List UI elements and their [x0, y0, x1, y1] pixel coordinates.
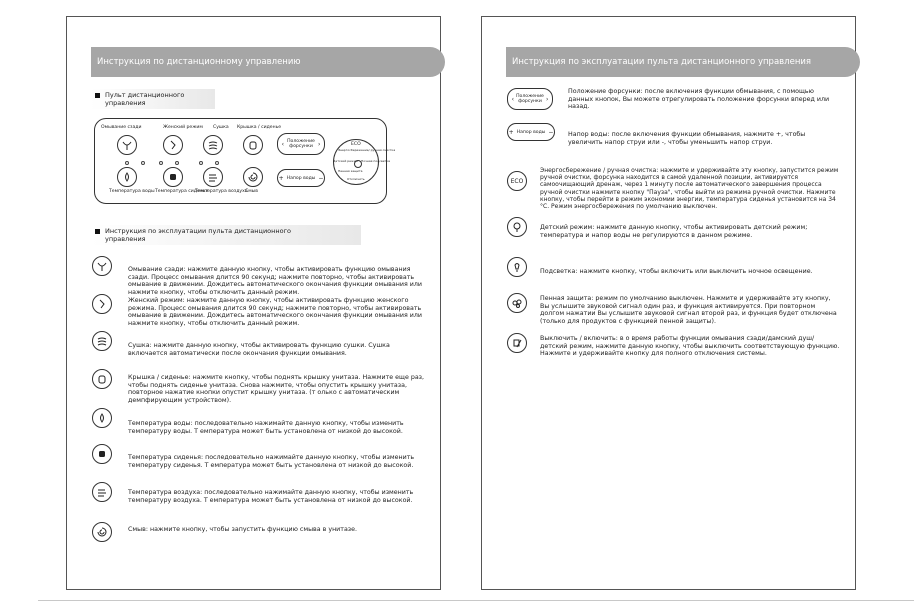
ring-off-label[interactable]: Отключить [347, 177, 365, 181]
plus-icon: + [508, 128, 514, 136]
flush-desc: Смыв: нажмите кнопку, чтобы запустить функцию смыва в унитазе. [128, 526, 358, 533]
indicator-dot [175, 161, 179, 165]
lid-seat-desc: Крышка / сиденье: нажмите кнопку, чтобы поднять крышку унитаза. Нажмите еще раз, чтобы поднять сиденье унитаза. Снова нажмите, чтобы опустить крышку унитаза, повторное нажатие кнопки опустит крышку унитаза. (т олько с автоматическим демпфирующим устройством). [128, 374, 425, 404]
water-pressure-icon [507, 123, 555, 141]
night-light-desc: Подсветка: нажмите кнопку, чтобы включить или выключить ночное освещение. [540, 268, 813, 275]
dry-desc: Сушка: нажмите данную кнопку, чтобы активировать функцию сушки. Сушка включается автоматически после окончания функции омывания. [128, 342, 390, 357]
indicator-dot [199, 161, 203, 165]
water-pressure-icon-label: Напор воды [516, 129, 546, 135]
air-temp-icon [207, 171, 219, 183]
indicator-dot [215, 161, 219, 165]
seat-temp-button[interactable] [163, 167, 183, 187]
air-temp-desc: Температура воздуха: последовательно нажимайте данную кнопку, чтобы изменить температуру воздуха. Т емпература может быть установлена от низкой до высокой. [128, 489, 414, 504]
chevron-left-icon: ‹ [281, 140, 284, 148]
night-light-icon [507, 257, 527, 277]
eco-icon [507, 171, 527, 191]
minus-icon: − [548, 128, 554, 136]
air-temp-button[interactable] [203, 167, 223, 187]
bullet-square-icon [95, 93, 100, 98]
label-dry: Сушка [213, 125, 229, 130]
seat-temp-icon [167, 171, 179, 183]
water-pressure-desc: Напор воды: после включения функции обмывания, нажмите +, чтобы увеличить напор струи или -, чтобы уменьшить напор струи. [568, 131, 806, 146]
ring-light-label[interactable]: Ночная подсветка [361, 159, 390, 163]
page-title: Инструкция по дистанционному управлению [91, 47, 445, 77]
ring-center-icon [354, 160, 362, 168]
child-mode-desc: Детский режим: нажмите данную кнопку, чтобы активировать детский режим; температура и напор воды не регулируются в данном режиме. [540, 224, 808, 239]
female-wash-button[interactable] [163, 135, 183, 155]
operation-section-heading [91, 225, 361, 245]
flush-icon [92, 522, 112, 542]
nozzle-position-desc: Положение форсунки: после включения функции обмывания, с помощью данных кнопок, Вы можете отрегулировать положение форсунки вперед или назад. [568, 88, 830, 111]
seat-temp-desc: Температура сиденья: последовательно нажимайте данную кнопку, чтобы изменить температуру сиденья. Т емпература может быть установлена от низкой до высокой. [128, 454, 415, 469]
child-mode-icon [507, 217, 527, 237]
ring-energy-label[interactable]: Энергосбережение/ ручная очистка [338, 148, 396, 152]
indicator-dot [125, 161, 129, 165]
remote-section-title: Пульт дистанционного управления [105, 91, 185, 107]
water-pressure-button[interactable] [277, 169, 325, 187]
power-off-desc: Выключить / включить: в о время работы функции омывания сзади/дамский душ/ детский режим, нажмите данную кнопку, чтобы выключить соответствующую функцию. Нажмите и удерживайте кнопку для полного отключения системы. [540, 335, 840, 358]
remote-section-heading [91, 89, 215, 109]
label-rear-wash: Омывание сзади [101, 125, 142, 130]
seat-temp-icon [92, 444, 112, 464]
operation-section-title: Инструкция по эксплуатации пульта дистанционного управления [105, 227, 292, 243]
plus-icon: + [278, 174, 284, 182]
page-title: Инструкция по эксплуатации пульта дистанционного управления [506, 47, 860, 77]
female-wash-desc: Женский режим: нажмите данную кнопку, чтобы активировать функцию женского режима. Процесс омывания длится 90 секунд; нажмите повторно, чтобы активировать омывание в движении. Дождитесь автоматического окончания функции омывания или нажмите кнопку, чтобы отключить данный режим. [128, 297, 422, 327]
foam-shield-desc: Пенная защита: режим по умолчанию выключен. Нажмите и удерживайте эту кнопку, Вы услышите звуковой сигнал один раз, и функция активируется. При повторном долгом нажатии Вы услышите звуковой сигнал второй раз, и функция будет отключена (только для продуктов с функцией пенной защиты). [540, 295, 837, 325]
chevron-left-icon: ‹ [511, 95, 514, 103]
rear-wash-icon [92, 256, 112, 276]
label-air-temp: Температура воздуха [195, 189, 248, 194]
eco-desc: Энергосбережение / ручная очистка: нажмите и удерживайте эту кнопку, запустится режим ручной очистки, форсунка находится в самой удаленной позиции, активируется самоочищающий дренаж, через 1 минуту после автоматического завершения процесса ручной очистки нажмите кнопку "Пауза", чтобы выйти из режима ручной очистки. Нажмите кнопку, чтобы перейти в режим экономии энергии, температура сиденья установится на 34 °С. Режим энергосбережения по умолчанию выключен. [540, 167, 839, 211]
minus-icon: − [318, 174, 324, 182]
nozzle-position-icon [507, 88, 553, 110]
flush-button[interactable] [243, 167, 263, 187]
label-lid-seat: Крышка / сиденье [237, 125, 282, 130]
ring-foam-label[interactable]: Пенная защита [338, 169, 363, 173]
indicator-dot [141, 161, 145, 165]
water-pressure-label: Напор воды [286, 175, 316, 181]
nozzle-position-button[interactable] [277, 133, 325, 155]
air-temp-icon [92, 482, 112, 502]
female-wash-icon [167, 139, 179, 151]
dry-icon [207, 139, 219, 151]
dry-icon [92, 331, 112, 351]
water-temp-desc: Температура воды: последовательно нажимайте данную кнопку, чтобы изменить температуру воды. Т емпература может быть установлена от низкой до высокой. [128, 420, 404, 435]
female-wash-icon [92, 294, 112, 314]
rear-wash-icon [121, 139, 133, 151]
label-water-temp: Температура воды [109, 189, 155, 194]
chevron-right-icon: › [546, 95, 549, 103]
remote-control-diagram [94, 118, 396, 204]
nozzle-position-label: Положение форсунки [287, 138, 315, 149]
rear-wash-button[interactable] [117, 135, 137, 155]
right-page [481, 16, 856, 590]
eco-icon-label: ECO [510, 177, 524, 185]
lid-seat-icon [247, 139, 259, 151]
ring-child-label[interactable]: Детский режим [333, 159, 358, 163]
dry-button[interactable] [203, 135, 223, 155]
chevron-right-icon: › [318, 140, 321, 148]
rear-wash-desc: Омывание сзади: нажмите данную кнопку, чтобы активировать функцию омывания сзади. Процесс омывания длится 90 секунд; нажмите повторно, чтобы активировать омывание в движении. Дождитесь автоматического окончания функции омывания или нажмите кнопку, чтобы отключить данный режим. [128, 266, 422, 296]
lid-seat-button[interactable] [243, 135, 263, 155]
label-seat-temp: Температура сиденья [155, 189, 209, 194]
foam-shield-icon [507, 293, 527, 313]
ring-eco-label[interactable]: ECO [351, 142, 361, 147]
label-flush: Смыв [245, 189, 259, 194]
left-page [66, 16, 441, 590]
flush-icon [247, 171, 259, 183]
function-ring [333, 139, 396, 185]
label-female: Женский режим [163, 125, 203, 130]
water-temp-icon [92, 408, 112, 428]
bottom-rule [38, 600, 914, 601]
nozzle-position-icon-label: Положение форсунки [516, 93, 544, 104]
lid-seat-icon [92, 369, 112, 389]
power-off-icon [507, 333, 527, 353]
indicator-dot [159, 161, 163, 165]
water-temp-button[interactable] [117, 167, 137, 187]
bullet-square-icon [95, 229, 100, 234]
water-temp-icon [121, 171, 133, 183]
